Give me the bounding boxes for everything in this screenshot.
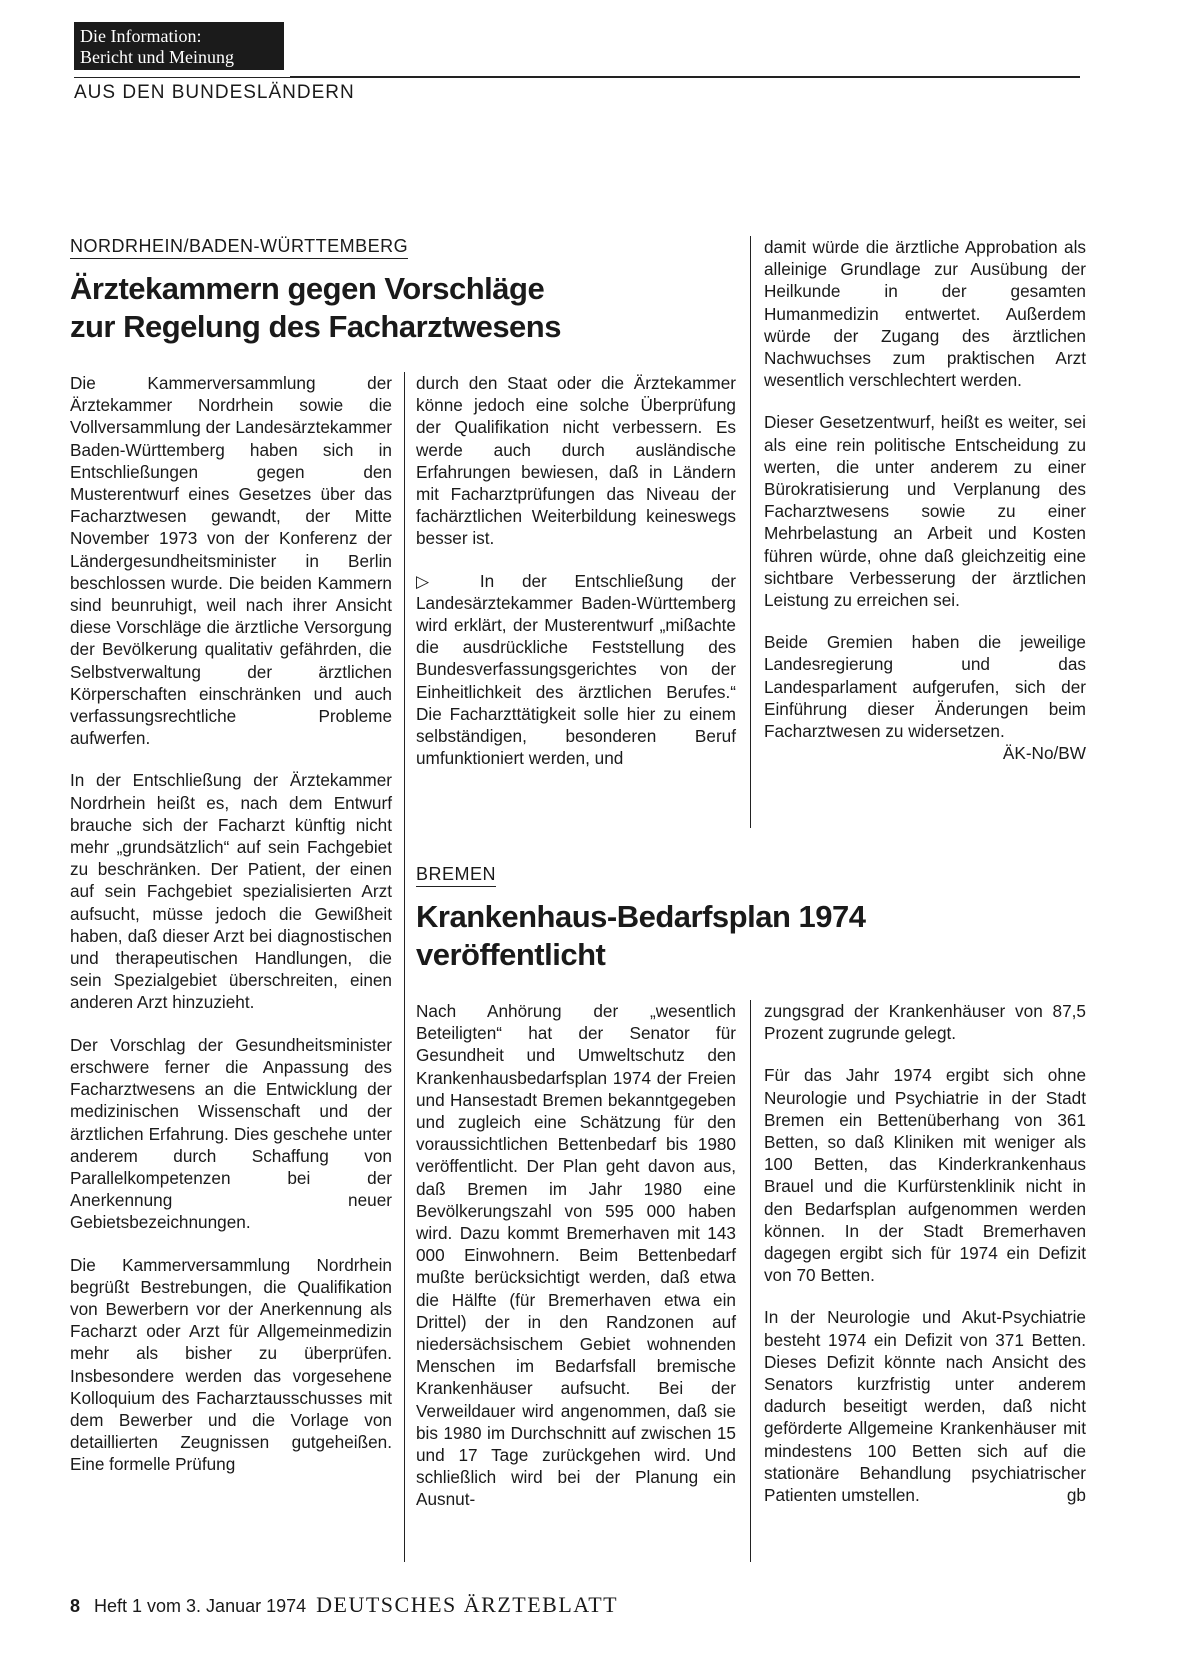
page-footer [70,1592,618,1618]
article1-headline-line-1: Ärztekammern gegen Vorschläge [70,271,545,306]
article1-headline-line-2: zur Regelung des Facharztwesens [70,309,561,344]
masthead: DEUTSCHES ÄRZTEBLATT [316,1592,619,1617]
article1-column-1 [70,372,392,1476]
rubric-box [74,22,284,70]
paragraph: Die Kammerversammlung der Ärztekammer Nordrhein sowie die Vollversammlung der Landesärztekammer Baden-Württemberg haben sich in Entschließungen gegen den Musterentwurf eines Gesetzes über das Facharztwesen gewandt, der Mitte November 1973 von der Konferenz der Ländergesundheitsminister in Berlin beschlossen wurde. Die beiden Kammern sind beunruhigt, weil nach ihrer Ansicht diese Vorschläge die ärztliche Versorgung der Bevölkerung qualitativ gefährden, die Selbstverwaltung der ärztlichen Körperschaften einschränken und auch verfassungsrechtliche Probleme aufwerfen. [70,373,392,749]
article2-headline-line-1: Krankenhaus-Bedarfsplan 1974 [416,899,866,934]
closing-text: In der Neurologie und Akut-Psychiatrie besteht 1974 ein Defizit von 371 Betten. Dieses Defizit könnte nach Ansicht des Senators kurzfristig unter anderem dadurch beseitigt werden, daß nicht geförderte Allgemeine Krankenhäuser mit mindestens 100 Betten sich auf die stationäre Behandlung psychiatrischer Patienten umstellen. [764,1307,1086,1506]
paragraph: Dieser Gesetzentwurf, heißt es weiter, sei als eine rein politische Entscheidung zu werten, die unter anderem zu einer Bürokratisierung und Verplanung des Facharztwesens sowie zu einer Mehrbelastung an Arbeit und Kosten führen würde, ohne daß gleichzeitig eine sichtbare Verbesserung der ärztlichen Leistung zu erreichen sei. [764,412,1086,611]
article2-signature: gb [1066,1485,1086,1506]
article2-headline [416,898,865,974]
header-rule-thin [74,77,290,78]
column-rule-left [404,372,405,1562]
paragraph: Die Kammerversammlung Nordrhein begrüßt Bestrebungen, die Qualifikation von Bewerbern vor der Anerkennung als Facharzt oder Arzt für Allgemeinmedizin mehr als bisher zu überprüfen. Insbesondere werden das vorgesehene Kolloquium des Facharztausschusses mit dem Bewerber und die Vorlage von detaillierten Zeugnissen gutgeheißen. Eine formelle Prüfung [70,1254,392,1475]
paragraph: damit würde die ärztliche Approbation als alleinige Grundlage zur Ausübung der Heilkunde in der gesamten Humanmedizin entwertet. Außerdem würde der Zugang des ärztlichen Nachwuchses zum praktischen Arzt wesentlich verschlechtert werden. [764,237,1086,391]
paragraph: Der Vorschlag der Gesundheitsminister erschwere ferner die Anpassung des Facharztwesens an die Entwicklung der medizinischen Wissenschaft und der ärztlichen Erfahrung. Dies geschehe unter anderem durch Schaffung von Parallelkompetenzen bei der Anerkennung neuer Gebietsbezeichnungen. [70,1034,392,1233]
paragraph [764,1306,1086,1506]
article2-column-1 [416,1000,736,1511]
paragraph: Für das Jahr 1974 ergibt sich ohne Neurologie und Psychiatrie in der Stadt Bremen ein Bettenüberhang von 361 Betten, so daß Kliniken mit weniger als 100 Betten, das Kinderkrankenhaus Brauel und die Kurfürstenklinik nicht in den Bedarfsplan aufgenommen werden können. In der Stadt Bremerhaven dagegen ergibt sich für 1974 ein Defizit von 70 Betten. [764,1065,1086,1286]
article1-kicker: NORDRHEIN/BADEN-WÜRTTEMBERG [70,236,408,259]
paragraph: durch den Staat oder die Ärztekammer könne jedoch eine solche Überprüfung der Qualifikation nicht verbessern. Es werde auch durch ausländische Erfahrungen bewiesen, daß in Ländern mit Facharztprüfungen das Niveau der fachärztlichen Weiterbildung keineswegs besser ist. [416,373,736,549]
header-rule [290,76,1080,78]
rubric-line-1: Die Information: [80,26,202,46]
paragraph [764,631,1086,764]
column-rule-right-lower [750,1000,751,1562]
article1-column-2 [416,372,736,769]
paragraph: zungsgrad der Krankenhäuser von 87,5 Prozent zugrunde gelegt. [764,1001,1086,1044]
article2-headline-line-2: veröffentlicht [416,937,606,972]
paragraph: Nach Anhörung der „wesentlich Beteiligten“ hat der Senator für Gesundheit und Umweltschutz den Krankenhausbedarfsplan 1974 der Freien und Hansestadt Bremen bekanntgegeben und zugleich eine Schätzung für den voraussichtlichen Bettenbedarf bis 1980 veröffentlicht. Der Plan geht davon aus, daß Bremen im Jahr 1980 eine Bevölkerungszahl von 595 000 haben wird. Dazu kommt Bremerhaven mit 143 000 Einwohnern. Beim Bettenbedarf mußte berücksichtigt werden, daß etwa die Hälfte (für Bremerhaven etwa ein Drittel) der in den Randzonen auf niedersächsischem Gebiet wohnenden Menschen im Bedarfsfall bremische Krankenhäuser aufsucht. Bei der Verweildauer wird angenommen, daß sie bis 1980 im Durchschnitt auf zwischen 15 und 17 Tage zurückgehen wird. Und schließlich wird bei der Planung ein Ausnut- [416,1001,736,1510]
article1-column-3 [764,236,1086,764]
article1-headline [70,270,561,346]
article1-signature: ÄK-No/BW [1002,743,1086,764]
closing-text: Beide Gremien haben die jeweilige Landesregierung und das Landesparlament aufgerufen, sich der Einführung dieser Änderungen beim Facharztwesen zu widersetzen. [764,632,1086,742]
article2-kicker: BREMEN [416,864,496,887]
page-number: 8 [70,1596,81,1616]
section-label: AUS DEN BUNDESLÄNDERN [74,82,355,103]
paragraph: ▷ In der Entschließung der Landesärztekammer Baden-Württemberg wird erklärt, der Musterentwurf „mißachte die ausdrückliche Feststellung des Bundesverfassungsgerichtes von der Einheitlichkeit des ärztlichen Berufes.“ Die Facharzttätigkeit solle hier zu einem selbständigen, besonderen Beruf umfunktioniert werden, und [416,570,736,769]
article2-column-2 [764,1000,1086,1506]
column-rule-right-upper [750,236,751,828]
paragraph: In der Entschließung der Ärztekammer Nordrhein heißt es, nach dem Entwurf brauche sich der Facharzt künftig nicht mehr „grundsätzlich“ auf sein Fachgebiet zu beschränken. Der Patient, der einen auf sein Fachgebiet spezialisierten Arzt aufsucht, müsse jedoch die Gewißheit haben, daß dieser Arzt bei diagnostischen und therapeutischen Handlungen, die sein Spezialgebiet überschreiten, einen anderen Arzt hinzuzieht. [70,770,392,1013]
issue-info: Heft 1 vom 3. Januar 1974 [94,1596,307,1616]
rubric-line-2: Bericht und Meinung [80,47,234,67]
